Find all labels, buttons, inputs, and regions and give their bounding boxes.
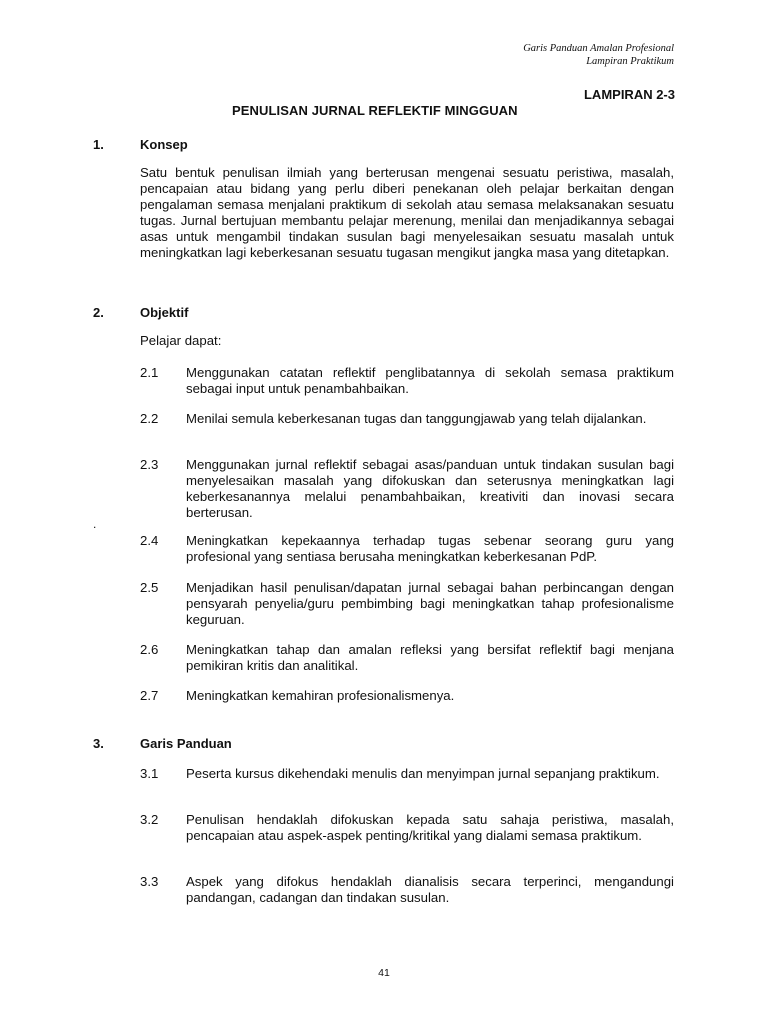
- list-item-text: Menggunakan catatan reflektif penglibatannya di sekolah semasa praktikum sebagai input untuk penambahbaikan.: [186, 365, 674, 396]
- list-item-number: 3.1: [140, 766, 159, 781]
- list-item-text: Menggunakan jurnal reflektif sebagai asas/panduan untuk tindakan susulan bagi menyelesaikan masalah yang difokuskan dan seterusnya meningkatkan lagi keberkesanannya melalui penambahbaikan, kreativiti dan inovasi secara berterusan.: [186, 457, 674, 520]
- list-item-text: Menilai semula keberkesanan tugas dan tanggungjawab yang telah dijalankan.: [186, 411, 647, 426]
- list-item-number: 2.3: [140, 457, 159, 472]
- list-item-number: 2.6: [140, 642, 159, 657]
- list-item-text: Aspek yang difokus hendaklah dianalisis secara terperinci, mengandungi pandangan, cadangan dan tindakan susulan.: [186, 874, 674, 905]
- konsep-paragraph: Satu bentuk penulisan ilmiah yang berterusan mengenai sesuatu peristiwa, masalah, pencapaian atau bidang yang perlu diberi penekanan oleh pelajar berkaitan dengan pengalaman semasa menjalani praktikum di sekolah atau semasa melaksanakan sesuatu tugas. Jurnal bertujuan membantu pelajar merenung, menilai dan menjadikannya sebagai asas untuk mengambil tindakan susulan bagi menyelesaikan sesuatu masalah untuk meningkatkan lagi keberkesanan sesuatu tugasan mengikut jangka masa yang ditetapkan.: [140, 165, 674, 260]
- list-item-number: 3.2: [140, 812, 159, 827]
- list-item-number: 2.1: [140, 365, 159, 380]
- section-title-konsep: Konsep: [140, 137, 188, 152]
- list-item-text: Meningkatkan kepekaannya terhadap tugas sebenar seorang guru yang profesional yang sentiasa berusaha meningkatkan keberkesanan PdP.: [186, 533, 674, 564]
- list-item-text: Meningkatkan kemahiran profesionalismenya.: [186, 688, 455, 703]
- list-item-number: 2.4: [140, 533, 159, 548]
- list-item-number: 2.2: [140, 411, 159, 426]
- section-title-garis-panduan: Garis Panduan: [140, 736, 232, 751]
- list-item-number: 3.3: [140, 874, 159, 889]
- section-title-objektif: Objektif: [140, 305, 189, 320]
- stray-mark: .: [93, 517, 97, 531]
- appendix-label: LAMPIRAN 2-3: [583, 87, 675, 102]
- running-header-title: Garis Panduan Amalan Profesional: [523, 43, 674, 54]
- list-item-text: Penulisan hendaklah difokuskan kepada satu sahaja peristiwa, masalah, pencapaian atau aspek-aspek penting/kritikal yang dialami semasa praktikum.: [186, 812, 674, 843]
- list-item-text: Meningkatkan tahap dan amalan refleksi yang bersifat reflektif bagi menjana pemikiran kritis dan analitikal.: [186, 642, 674, 673]
- page-title: PENULISAN JURNAL REFLEKTIF MINGGUAN: [232, 103, 518, 118]
- list-item-text: Menjadikan hasil penulisan/dapatan jurnal sebagai bahan perbincangan dengan pensyarah penyelia/guru pembimbing bagi meningkatkan tahap profesionalisme keguruan.: [186, 580, 674, 627]
- list-item-text: Peserta kursus dikehendaki menulis dan menyimpan jurnal sepanjang praktikum.: [186, 766, 660, 781]
- section-number: 2.: [93, 305, 104, 320]
- section-number: 1.: [93, 137, 104, 152]
- section-number: 3.: [93, 736, 104, 751]
- list-item-number: 2.7: [140, 688, 159, 703]
- objektif-intro: Pelajar dapat:: [140, 333, 222, 348]
- list-item-number: 2.5: [140, 580, 159, 595]
- running-header-subtitle: Lampiran Praktikum: [586, 56, 674, 67]
- page-number: 41: [378, 967, 390, 979]
